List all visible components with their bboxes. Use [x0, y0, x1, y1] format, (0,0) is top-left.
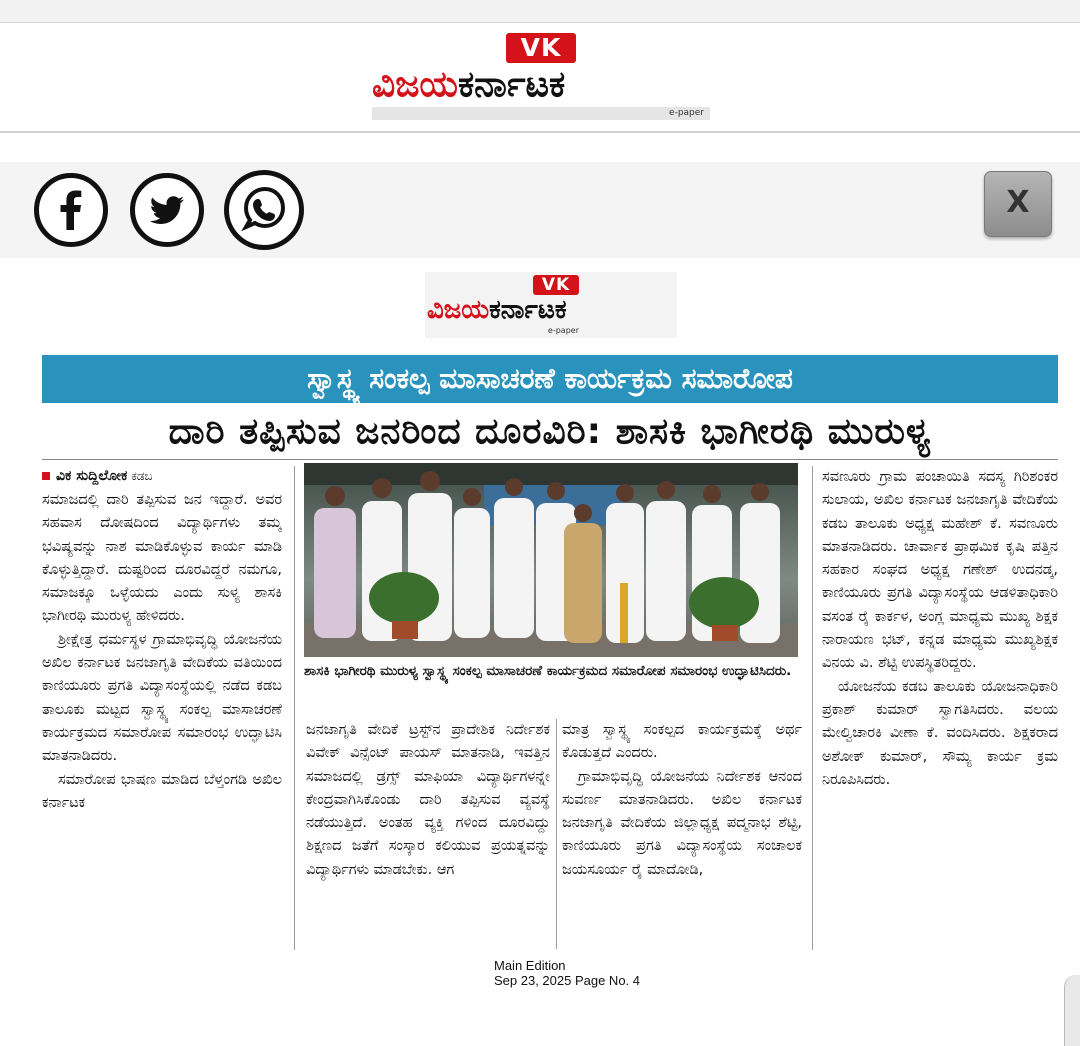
- paragraph: ಗ್ರಾಮಾಭಿವೃದ್ಧಿ ಯೋಜನೆಯ ನಿರ್ದೇಶಕ ಆನಂದ ಸುವರ್ಣ ಮಾತನಾಡಿದರು. ಅಖಿಲ ಕರ್ನಾಟಕ ಜನಜಾಗೃತಿ ವೇದಿಕೆಯ ಜಿಲ್ಲಾಧ್ಯಕ್ಷ ಪದ್ಮನಾಭ ಶೆಟ್ಟಿ, ಕಾಣಿಯೂರು ಪ್ರಗತಿ ವಿದ್ಯಾಸಂಸ್ಥೆಯ ಸಂಚಾಲಕ ಜಯಸೂರ್ಯ ರೈ ಮಾದೋಡಿ,: [562, 768, 802, 878]
- column-divider: [812, 466, 813, 950]
- clipping-logo: [425, 272, 677, 338]
- article-column-2: [306, 719, 550, 949]
- browser-top-strip: [0, 0, 1080, 23]
- paragraph: ಸಮಾರೋಪ ಭಾಷಣ ಮಾಡಿದ ಬೆಳ್ತಂಗಡಿ ಅಖಿಲ ಕರ್ನಾಟಕ: [42, 771, 282, 811]
- clipping-logo-wordmark: [427, 294, 567, 326]
- article-column-1: [42, 489, 282, 949]
- column-divider: [294, 466, 295, 950]
- paragraph: ಯೋಜನೆಯ ಕಡಬ ತಾಲೂಕು ಯೋಜನಾಧಿಕಾರಿ ಪ್ರಕಾಶ್ ಕುಮಾರ್ ಸ್ವಾಗತಿಸಿದರು. ವಲಯ ಮೇಲ್ವಿಚಾರಕಿ ವೀಣಾ ಕೆ. ವಂದಿಸಿದರು. ಶಿಕ್ಷಕರಾದ ಅಶೋಕ್ ಕುಮಾರ್, ಸೌಮ್ಯ ಕಾರ್ಯ ಕ್ರಮ ನಿರೂಪಿಸಿದರು.: [822, 678, 1058, 788]
- byline-source: ವಿಕ ಸುದ್ದಿಲೋಕ: [56, 468, 128, 484]
- paragraph: ಶ್ರೀಕ್ಷೇತ್ರ ಧರ್ಮಸ್ಥಳ ಗ್ರಾಮಾಭಿವೃದ್ಧಿ ಯೋಜನೆಯ ಅಖಿಲ ಕರ್ನಾಟಕ ಜನಜಾಗೃತಿ ವೇದಿಕೆಯ ವತಿಯಿಂದ ಕಾಣಿಯೂರು ಪ್ರಗತಿ ವಿದ್ಯಾಸಂಸ್ಥೆಯಲ್ಲಿ ನಡೆದ ಕಡಬ ತಾಲೂಕು ಮಟ್ಟದ ಸ್ವಾಸ್ಥ್ಯ ಸಂಕಲ್ಪ ಮಾಸಾಚರಣೆ ಕಾರ್ಯಕ್ರಮದ ಸಮಾರೋಪ ಸಮಾರಂಭ ಉದ್ಘಾಟಿಸಿ ಮಾತನಾಡಿದರು.: [42, 631, 282, 765]
- column-divider: [556, 719, 557, 949]
- logo-word-2: ಕರ್ನಾಟಕ: [457, 64, 566, 105]
- article-column-3: [562, 719, 802, 949]
- logo-epaper-label: e-paper: [372, 107, 710, 120]
- paragraph: ಮಾತ್ರ ಸ್ವಾಸ್ಥ್ಯ ಸಂಕಲ್ಪದ ಕಾರ್ಯಕ್ರಮಕ್ಕೆ ಅರ್ಥ ಕೊಡುತ್ತದೆ ಎಂದರು.: [562, 722, 802, 762]
- whatsapp-icon[interactable]: [224, 170, 304, 250]
- article-photo: [304, 463, 798, 657]
- photo-caption: ಶಾಸಕಿ ಭಾಗೀರಥಿ ಮುರುಳ್ಯ ಸ್ವಾಸ್ಥ್ಯ ಸಂಕಲ್ಪ ಮಾಸಾಚರಣೆ ಕಾರ್ಯಕ್ರಮದ ಸಮಾರೋಪ ಸಮಾರಂಭ ಉದ್ಘಾಟಿಸಿದರು.: [304, 663, 792, 679]
- byline-place: ಕಡಬ: [131, 469, 153, 483]
- clipping-logo-word-2: ಕರ್ನಾಟಕ: [489, 295, 567, 325]
- article-column-4: [822, 466, 1058, 949]
- edition-name: Main Edition: [494, 958, 566, 973]
- site-logo[interactable]: [372, 33, 712, 119]
- paragraph: ಸಮಾಜದಲ್ಲಿ ದಾರಿ ತಪ್ಪಿಸುವ ಜನ ಇದ್ದಾರೆ. ಅವರ ಸಹವಾಸ ದೋಷದಿಂದ ವಿದ್ಯಾರ್ಥಿಗಳು ತಮ್ಮ ಭವಿಷ್ಯವನ್ನು ನಾಶ ಮಾಡಿಕೊಳ್ಳುವ ಕಾರ್ಯ ಮಾಡಿ ಕೊಳ್ಳುತ್ತಿದ್ದಾರೆ. ದುಷ್ಟರಿಂದ ದೂರವಿದ್ದರೆ ನಮಗೂ, ಸಮಾಜಕ್ಕೂ ಒಳ್ಳೆಯದು ಎಂದು ಸುಳ್ಯ ಶಾಸಕಿ ಭಾಗೀರಥಿ ಮುರುಳ್ಯ ಹೇಳಿದರು.: [42, 492, 282, 625]
- edition-date-page: Sep 23, 2025 Page No. 4: [494, 973, 641, 988]
- logo-vk-badge: VK: [506, 33, 576, 63]
- article-headline: ದಾರಿ ತಪ್ಪಿಸುವ ಜನರಿಂದ ದೂರವಿರಿ: ಶಾಸಕಿ ಭಾಗೀರಥಿ ಮುರುಳ್ಯ: [42, 405, 1058, 460]
- page-curl: [1064, 975, 1080, 1046]
- clipping-logo-word-1: ವಿಜಯ: [427, 295, 490, 325]
- paragraph: ಸವಣೂರು ಗ್ರಾಮ ಪಂಚಾಯಿತಿ ಸದಸ್ಯ ಗಿರಿಶಂಕರ ಸುಲಾಯ, ಅಖಿಲ ಕರ್ನಾಟಕ ಜನಜಾಗೃತಿ ವೇದಿಕೆಯ ಕಡಬ ತಾಲೂಕು ಅಧ್ಯಕ್ಷ ಮಹೇಶ್ ಕೆ. ಸವಣೂರು ಮಾತನಾಡಿದರು. ಚಾರ್ವಾಕ ಪ್ರಾಥಮಿಕ ಕೃಷಿ ಪತ್ತಿನ ಸಹಕಾರ ಸಂಘದ ಅಧ್ಯಕ್ಷ ಗಣೇಶ್ ಉದನಡ್ಕ, ಕಾಣಿಯೂರು ಪ್ರಗತಿ ವಿದ್ಯಾಸಂಸ್ಥೆಯ ಆಡಳಿತಾಧಿಕಾರಿ ವಸಂತ ರೈ ಕಾರ್ಕಳ, ಅಂಗ್ಲ ಮಾಧ್ಯಮ ಮುಖ್ಯ ಶಿಕ್ಷಕ ನಾರಾಯಣ ಭಟ್, ಕನ್ನಡ ಮಾಧ್ಯಮ ಮುಖ್ಯಶಿಕ್ಷಕ ವಿನಯ ವಿ. ಶೆಟ್ಟಿ ಉಪಸ್ಥಿತರಿದ್ದರು.: [822, 469, 1058, 672]
- article-byline: [42, 467, 152, 485]
- logo-word-1: ವಿಜಯ: [372, 64, 458, 105]
- facebook-icon[interactable]: [34, 173, 108, 247]
- article-banner: ಸ್ವಾಸ್ಥ್ಯ ಸಂಕಲ್ಪ ಮಾಸಾಚರಣೆ ಕಾರ್ಯಕ್ರಮ ಸಮಾರೋಪ: [42, 355, 1058, 403]
- edition-info: [494, 958, 640, 988]
- clipping-logo-vk-badge: VK: [533, 275, 579, 295]
- clipping-logo-epaper-label: e-paper: [547, 326, 579, 335]
- logo-wordmark: [372, 63, 565, 107]
- close-button[interactable]: X: [984, 171, 1052, 237]
- paragraph: ಜನಜಾಗೃತಿ ವೇದಿಕೆ ಟ್ರಸ್ಟ್‌ನ ಪ್ರಾದೇಶಿಕ ನಿರ್ದೇಶಕ ವಿವೇಕ್ ವಿನ್ಸೆಂಟ್ ಪಾಯಸ್ ಮಾತನಾಡಿ, ಇವತ್ತಿನ ಸಮಾಜದಲ್ಲಿ ಡ್ರಗ್ಸ್ ಮಾಫಿಯಾ ವಿದ್ಯಾರ್ಥಿಗಳನ್ನೇ ಕೇಂದ್ರವಾಗಿಸಿಕೊಂಡು ದಾರಿ ತಪ್ಪಿಸುವ ವ್ಯವಸ್ಥೆ ನಡೆಯುತ್ತಿದೆ. ಅಂತಹ ವ್ಯಕ್ತಿ ಗಳಿಂದ ದೂರವಿದ್ದು ಶಿಕ್ಷಣದ ಜತೆಗೆ ಸಂಸ್ಕಾರ ಕಲಿಯುವ ಪ್ರಯತ್ನವನ್ನು ವಿದ್ಯಾರ್ಥಿಗಳು ಮಾಡಬೇಕು. ಆಗ: [306, 722, 550, 878]
- twitter-icon[interactable]: [130, 173, 204, 247]
- byline-marker: [42, 472, 50, 480]
